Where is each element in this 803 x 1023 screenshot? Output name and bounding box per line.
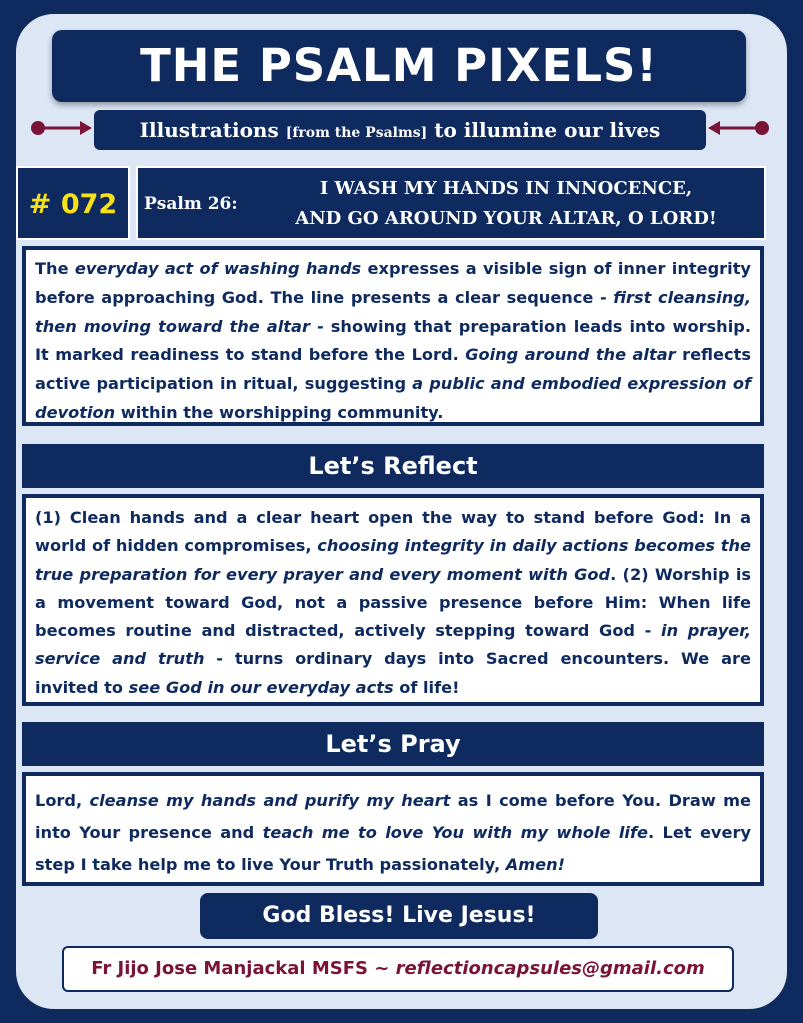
prayer-text: Lord, bbox=[35, 791, 90, 810]
intro-paragraph bbox=[22, 246, 764, 426]
intro-emphasis: everyday act of washing hands bbox=[74, 259, 362, 278]
subtitle-text-end: to illumine our lives bbox=[427, 118, 661, 142]
psalm-number-badge: # 072 bbox=[16, 166, 130, 240]
reflect-text: of life! bbox=[393, 677, 460, 697]
arrow-right-icon bbox=[30, 118, 92, 138]
author-signature bbox=[62, 946, 734, 992]
psalm-verse-line-2: AND GO AROUND YOUR ALTAR, O LORD! bbox=[295, 208, 717, 229]
prayer-paragraph bbox=[22, 772, 764, 886]
reflect-text: (1) Clean hands and a clear heart open the way to stand before God: In a world of hidden compromises, bbox=[35, 508, 751, 556]
psalm-heading bbox=[136, 166, 766, 240]
intro-text: The bbox=[35, 259, 75, 278]
psalm-reference: Psalm 26: bbox=[144, 194, 238, 214]
intro-text: expresses a visible sign of inner integrity before approaching God. The line presents a clear sequence - bbox=[35, 259, 751, 307]
reflect-emphasis: in prayer, service and truth bbox=[35, 621, 751, 669]
pray-heading: Let’s Pray bbox=[22, 722, 764, 766]
blessing-banner: God Bless! Live Jesus! bbox=[200, 893, 598, 939]
intro-text: within the worshipping community. bbox=[115, 402, 444, 422]
intro-emphasis: a public and embodied expression of devotion bbox=[35, 374, 751, 422]
reflect-emphasis: see God in our everyday acts bbox=[128, 677, 394, 697]
prayer-text: . Let every step I take help me to live Your Truth passionately, bbox=[35, 823, 751, 874]
prayer-text: as I come before You. Draw me into Your presence and bbox=[35, 791, 751, 842]
author-email: reflectioncapsules@gmail.com bbox=[395, 958, 705, 979]
arrow-left-icon bbox=[708, 118, 770, 138]
reflect-emphasis: choosing integrity in daily actions becomes the true preparation for every prayer and every moment with God bbox=[35, 536, 751, 584]
intro-text: reflects active participation in ritual, suggesting bbox=[35, 345, 751, 394]
author-name: Fr Jijo Jose Manjackal MSFS ~ bbox=[91, 958, 396, 979]
reflect-heading: Let’s Reflect bbox=[22, 444, 764, 488]
subtitle-banner bbox=[94, 110, 706, 150]
reflect-text: . (2) Worship is a movement toward God, not a passive presence before Him: When life becomes routine and distracted, actively stepping toward God - bbox=[35, 564, 752, 641]
subtitle-bracket-text: [from the Psalms] bbox=[285, 125, 428, 141]
reflect-paragraph bbox=[22, 494, 764, 706]
psalm-verse-line-1: I WASH MY HANDS IN INNOCENCE, bbox=[319, 178, 693, 199]
intro-text: - showing that preparation leads into worship. It marked readiness to stand before the Lord. bbox=[35, 316, 751, 365]
prayer-emphasis: cleanse my hands and purify my heart bbox=[89, 791, 451, 810]
intro-emphasis: Going around the altar bbox=[465, 345, 676, 365]
subtitle-text-start: Illustrations bbox=[139, 118, 286, 142]
prayer-emphasis: teach me to love You with my whole life bbox=[262, 823, 649, 842]
psalm-verse bbox=[256, 174, 756, 234]
prayer-emphasis: Amen! bbox=[505, 855, 566, 874]
page-title: THE PSALM PIXELS! bbox=[52, 30, 746, 102]
intro-emphasis: first cleansing, then moving toward the altar bbox=[35, 287, 751, 336]
reflect-text: - turns ordinary days into Sacred encounters. We are invited to bbox=[35, 649, 751, 697]
